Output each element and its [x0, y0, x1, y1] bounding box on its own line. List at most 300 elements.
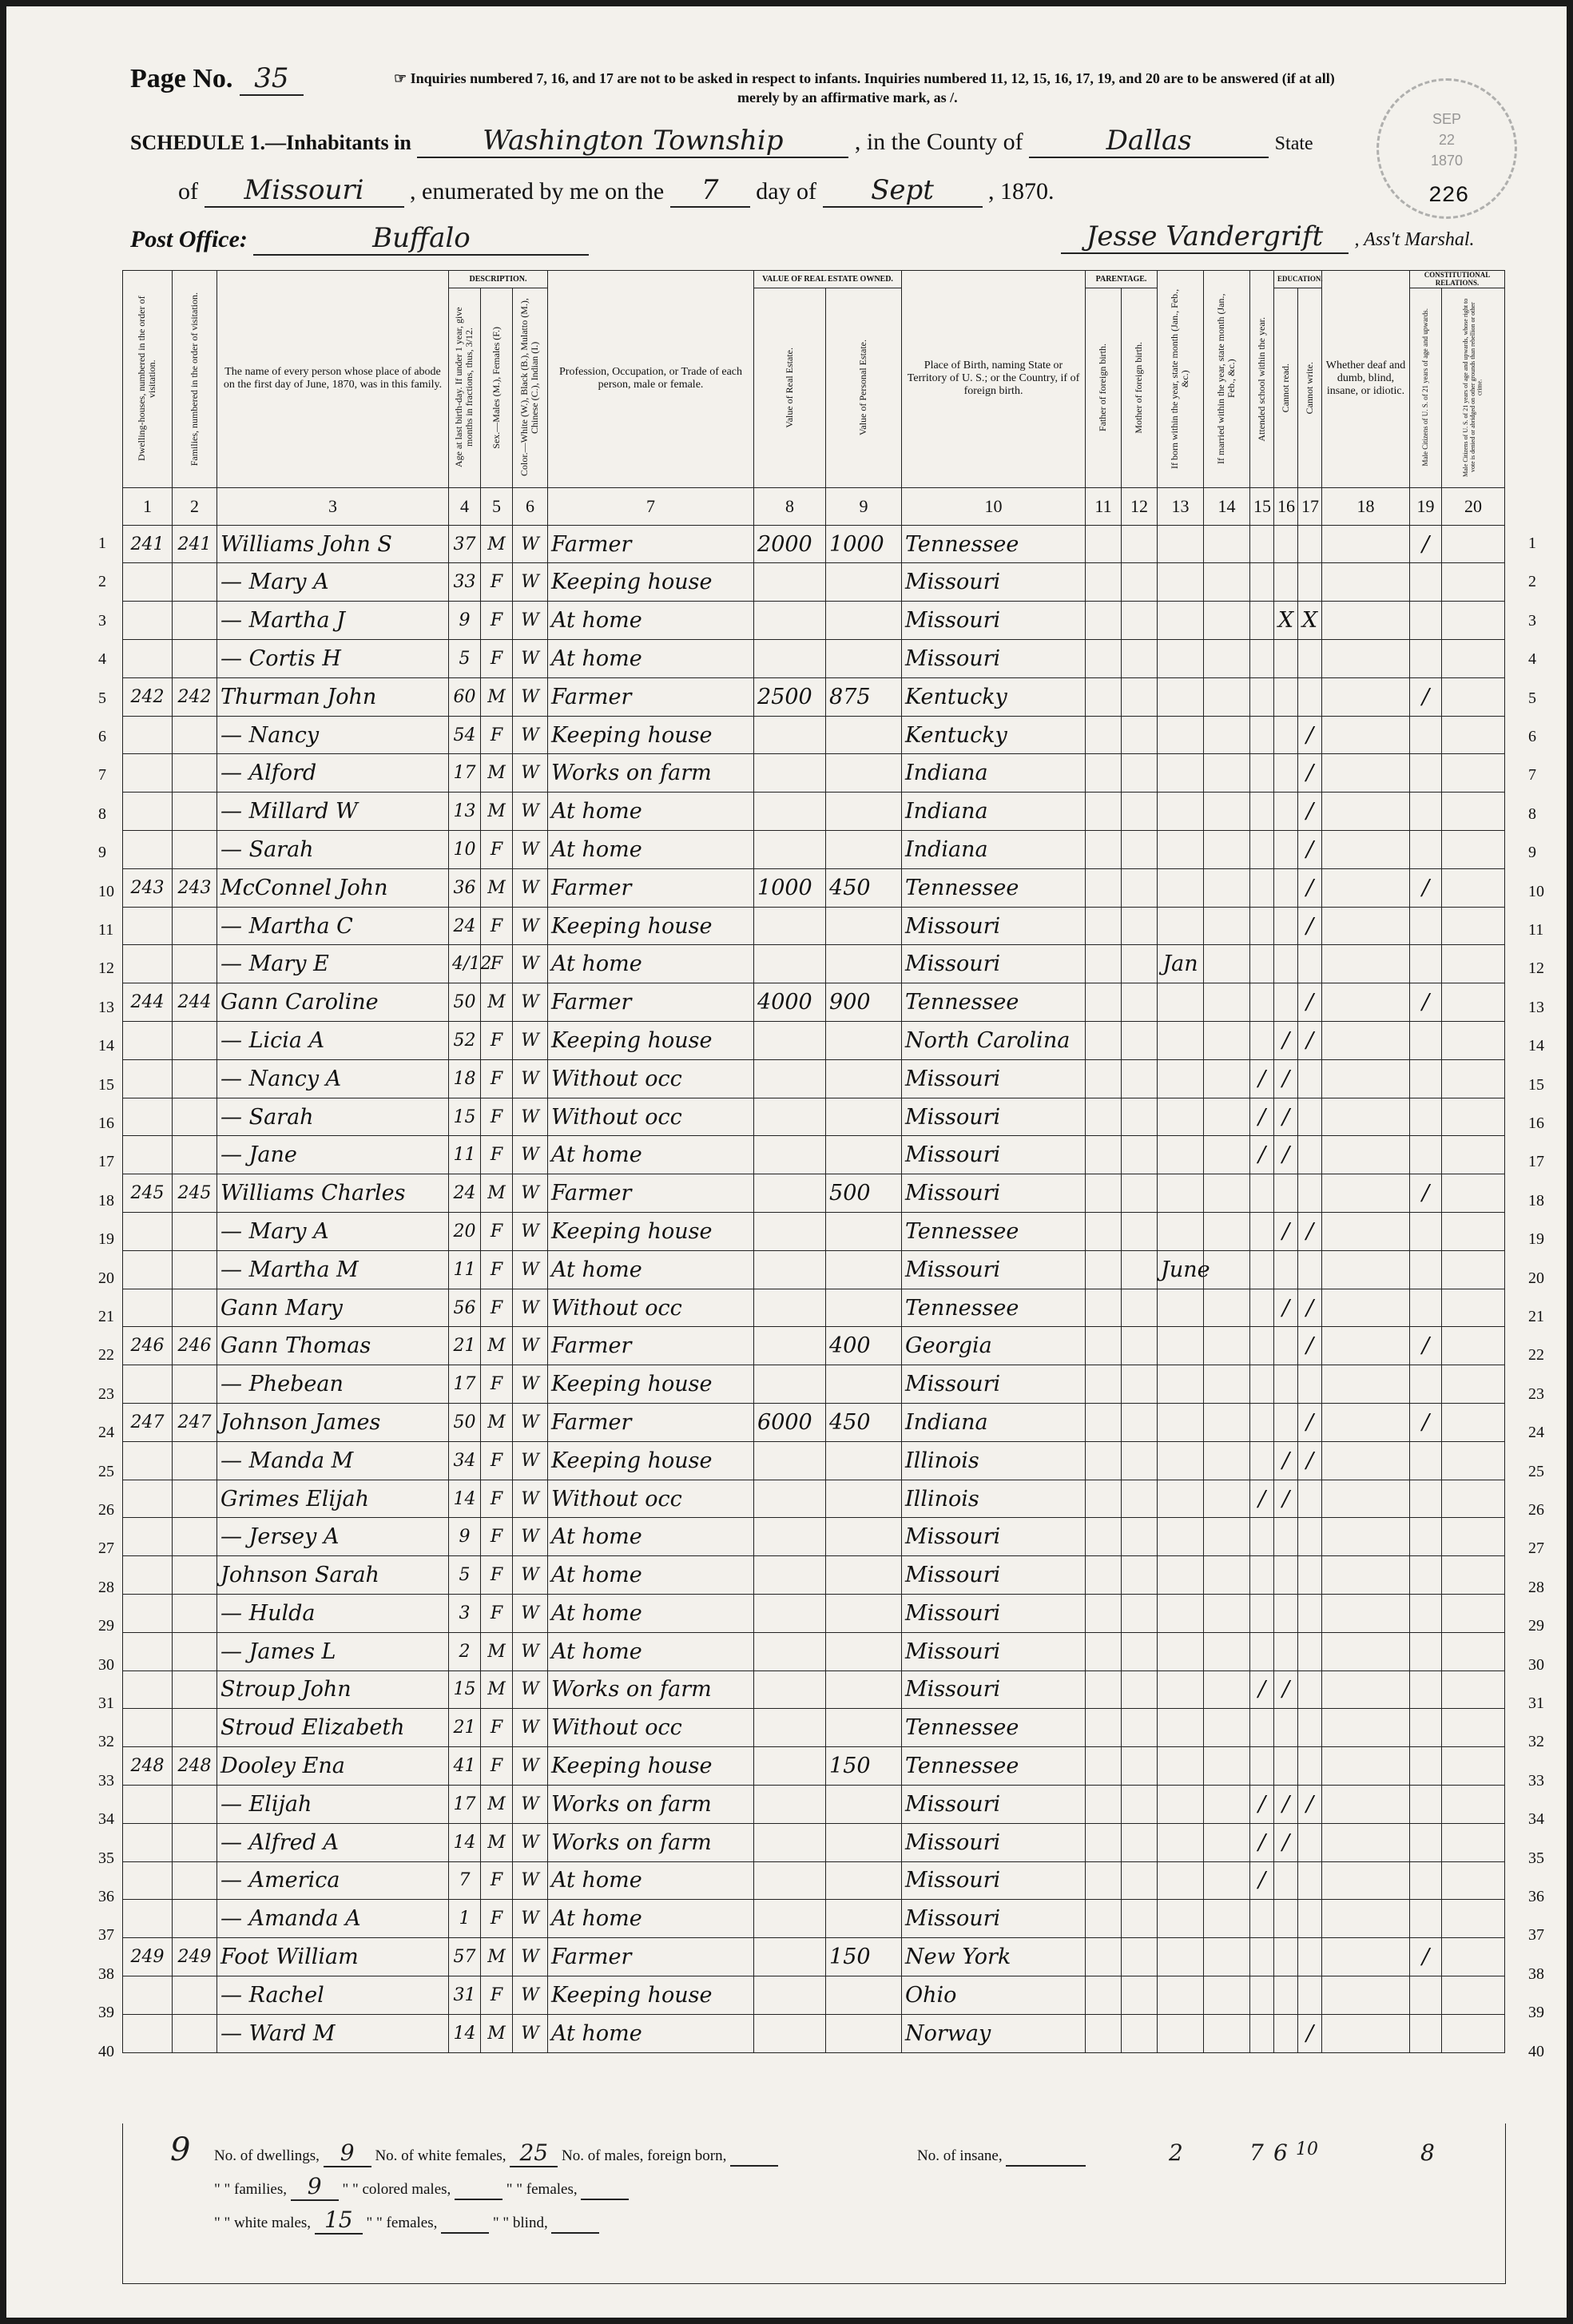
line-number: 11 [1528, 921, 1544, 939]
real-estate-value [754, 1747, 826, 1786]
dwelling-number [123, 1709, 173, 1747]
real-estate-value [754, 640, 826, 678]
cannot-write [1298, 1174, 1322, 1213]
person-name: Williams Charles [217, 1174, 449, 1213]
personal-estate-value: 400 [826, 1327, 902, 1365]
stamp-day: 22 [1438, 132, 1456, 148]
cannot-read: / [1274, 1480, 1298, 1518]
mother-foreign [1122, 1595, 1158, 1633]
disability [1322, 1976, 1410, 2014]
color: W [513, 640, 548, 678]
col14-header: If married within the year, state month (Jan., Feb., &c.) [1204, 271, 1250, 488]
birth-month [1158, 754, 1204, 793]
disability [1322, 1823, 1410, 1861]
birth-month [1158, 1938, 1204, 1976]
birth-month [1158, 907, 1204, 945]
sex: M [481, 1174, 513, 1213]
occupation: Farmer [548, 1174, 754, 1213]
cannot-write [1298, 1861, 1322, 1900]
occupation: At home [548, 1556, 754, 1595]
census-rows [123, 525, 1505, 2052]
table-row [123, 1823, 1505, 1861]
vote-denied [1442, 793, 1505, 831]
col10-header: Place of Birth, naming State or Territory of U. S.; or the Country, if of foreign birth. [902, 271, 1086, 488]
disability [1322, 716, 1410, 754]
age: 50 [449, 983, 481, 1022]
marriage-month [1204, 793, 1250, 831]
person-name: — Martha J [217, 602, 449, 640]
birth-month: June [1158, 1250, 1204, 1289]
line-number: 40 [98, 2042, 114, 2060]
male-citizen [1410, 602, 1442, 640]
male-citizen [1410, 1976, 1442, 2014]
marriage-month [1204, 1670, 1250, 1709]
personal-estate-value [826, 1441, 902, 1480]
mother-foreign [1122, 1098, 1158, 1136]
dwellings-label: No. of dwellings, [214, 2147, 320, 2164]
occupation: At home [548, 1250, 754, 1289]
attended-school [1250, 1365, 1274, 1404]
person-name: — Martha C [217, 907, 449, 945]
family-number [173, 1518, 217, 1556]
real-estate-value [754, 907, 826, 945]
family-number: 249 [173, 1938, 217, 1976]
line-number: 28 [1528, 1578, 1544, 1596]
parentage-group-header: PARENTAGE. [1086, 271, 1158, 288]
dwelling-number [123, 1213, 173, 1251]
line-number: 13 [98, 998, 114, 1016]
cannot-write [1298, 1098, 1322, 1136]
county-label: , in the County of [854, 129, 1023, 155]
marriage-month [1204, 1823, 1250, 1861]
cannot-write [1298, 1136, 1322, 1174]
occupation: At home [548, 831, 754, 869]
age: 37 [449, 525, 481, 563]
cannot-write: / [1298, 716, 1322, 754]
sex: F [481, 1518, 513, 1556]
colored-males-label: " " colored males, [342, 2181, 451, 2198]
attended-school [1250, 1747, 1274, 1786]
dwelling-number [123, 907, 173, 945]
male-citizen [1410, 640, 1442, 678]
real-estate-value [754, 1250, 826, 1289]
age: 14 [449, 1823, 481, 1861]
birthplace: Tennessee [902, 868, 1086, 907]
father-foreign [1086, 1938, 1122, 1976]
father-foreign [1086, 1518, 1122, 1556]
age: 17 [449, 1785, 481, 1823]
line-number: 29 [98, 1617, 114, 1635]
disability [1322, 868, 1410, 907]
vote-denied [1442, 1785, 1505, 1823]
attended-school [1250, 1250, 1274, 1289]
attended-school [1250, 1556, 1274, 1595]
table-row [123, 1441, 1505, 1480]
dwelling-number [123, 1289, 173, 1327]
birthplace: Missouri [902, 563, 1086, 602]
real-estate-value [754, 831, 826, 869]
marriage-month [1204, 2014, 1250, 2052]
father-foreign [1086, 1747, 1122, 1786]
line-number: 22 [98, 1346, 114, 1365]
disability [1322, 1747, 1410, 1786]
line-number: 34 [98, 1810, 114, 1829]
mother-foreign [1122, 907, 1158, 945]
county-value: Dallas [1029, 125, 1269, 158]
real-estate-value [754, 1441, 826, 1480]
real-estate-value [754, 602, 826, 640]
cannot-read [1274, 677, 1298, 716]
birthplace: Missouri [902, 1861, 1086, 1900]
birth-month [1158, 1136, 1204, 1174]
age: 5 [449, 1556, 481, 1595]
father-foreign [1086, 945, 1122, 983]
person-name: — Jane [217, 1136, 449, 1174]
dwelling-number [123, 716, 173, 754]
line-number: 16 [98, 1114, 114, 1132]
age: 3 [449, 1595, 481, 1633]
person-name: Grimes Elijah [217, 1480, 449, 1518]
vote-denied [1442, 1136, 1505, 1174]
father-foreign [1086, 1098, 1122, 1136]
birthplace: Illinois [902, 1480, 1086, 1518]
personal-estate-value [826, 1900, 902, 1938]
age: 11 [449, 1136, 481, 1174]
occupation: Keeping house [548, 1976, 754, 2014]
column-number: 8 [754, 487, 826, 525]
cannot-read [1274, 868, 1298, 907]
table-row [123, 1289, 1505, 1327]
dwelling-number: 247 [123, 1404, 173, 1442]
family-number: 244 [173, 983, 217, 1022]
color: W [513, 1900, 548, 1938]
occupation: Keeping house [548, 563, 754, 602]
father-foreign [1086, 1174, 1122, 1213]
color: W [513, 1059, 548, 1098]
attended-school [1250, 1289, 1274, 1327]
occupation: Keeping house [548, 1022, 754, 1060]
personal-estate-value [826, 1861, 902, 1900]
age: 9 [449, 602, 481, 640]
person-name: Gann Thomas [217, 1327, 449, 1365]
age: 57 [449, 1938, 481, 1976]
line-number: 27 [98, 1539, 114, 1558]
birth-month [1158, 793, 1204, 831]
birthplace: Missouri [902, 1670, 1086, 1709]
father-foreign [1086, 525, 1122, 563]
vote-denied [1442, 1595, 1505, 1633]
person-name: — Nancy A [217, 1059, 449, 1098]
occupation: Farmer [548, 1404, 754, 1442]
dwelling-number [123, 1670, 173, 1709]
father-foreign [1086, 1709, 1122, 1747]
attended-school [1250, 945, 1274, 983]
dwelling-number: 241 [123, 525, 173, 563]
mother-foreign [1122, 1174, 1158, 1213]
table-row [123, 1670, 1505, 1709]
stamped-number: 226 [1428, 184, 1469, 209]
sex: F [481, 1098, 513, 1136]
male-citizen [1410, 1059, 1442, 1098]
township-value: Washington Township [417, 125, 848, 158]
sex: M [481, 1785, 513, 1823]
sex: F [481, 945, 513, 983]
cannot-read: / [1274, 1098, 1298, 1136]
color: W [513, 1938, 548, 1976]
page-number-label [130, 62, 304, 96]
column-number: 13 [1158, 487, 1204, 525]
attended-school: / [1250, 1059, 1274, 1098]
occupation: Farmer [548, 1938, 754, 1976]
line-number: 21 [1528, 1308, 1544, 1325]
sex: F [481, 1250, 513, 1289]
father-foreign [1086, 1441, 1122, 1480]
birth-month [1158, 563, 1204, 602]
mother-foreign [1122, 640, 1158, 678]
disability [1322, 1632, 1410, 1670]
day-label: day of [756, 178, 817, 205]
personal-estate-value [826, 1365, 902, 1404]
cannot-write: / [1298, 983, 1322, 1022]
line-number: 37 [98, 1926, 114, 1945]
total-col17: 10 [1296, 2139, 1318, 2159]
cannot-read: / [1274, 1022, 1298, 1060]
age: 50 [449, 1404, 481, 1442]
table-row [123, 1022, 1505, 1060]
birthplace: Missouri [902, 1556, 1086, 1595]
foreign-females-label: " " females, [506, 2181, 578, 2198]
birth-month [1158, 983, 1204, 1022]
line-number: 25 [1528, 1462, 1544, 1480]
attended-school [1250, 1404, 1274, 1442]
cannot-write: / [1298, 2014, 1322, 2052]
cannot-write: / [1298, 868, 1322, 907]
father-foreign [1086, 907, 1122, 945]
birth-month [1158, 1289, 1204, 1327]
line-number: 7 [98, 766, 106, 785]
cannot-read [1274, 1404, 1298, 1442]
disability [1322, 1709, 1410, 1747]
occupation: Works on farm [548, 1823, 754, 1861]
person-name: Johnson James [217, 1404, 449, 1442]
occupation: At home [548, 1518, 754, 1556]
real-estate-value [754, 1174, 826, 1213]
personal-estate-value [826, 602, 902, 640]
person-name: — America [217, 1861, 449, 1900]
birth-month [1158, 525, 1204, 563]
personal-estate-value [826, 563, 902, 602]
sex: M [481, 1404, 513, 1442]
person-name: — Manda M [217, 1441, 449, 1480]
color: W [513, 868, 548, 907]
real-estate-value [754, 945, 826, 983]
cannot-write: / [1298, 1289, 1322, 1327]
birth-month [1158, 1785, 1204, 1823]
col19-header: Male Citizens of U. S. of 21 years of age and upwards. [1410, 288, 1442, 487]
birth-month [1158, 1022, 1204, 1060]
vote-denied [1442, 640, 1505, 678]
marriage-month [1204, 1022, 1250, 1060]
line-number: 4 [1528, 650, 1536, 669]
cannot-read [1274, 754, 1298, 793]
cannot-read: / [1274, 1441, 1298, 1480]
family-number [173, 1785, 217, 1823]
sex: M [481, 677, 513, 716]
dwelling-number [123, 1518, 173, 1556]
color: W [513, 1823, 548, 1861]
color: W [513, 525, 548, 563]
dwelling-number: 249 [123, 1938, 173, 1976]
sex: M [481, 983, 513, 1022]
families-value: 9 [291, 2173, 339, 2201]
age: 21 [449, 1709, 481, 1747]
birthplace: Georgia [902, 1327, 1086, 1365]
male-citizen [1410, 1556, 1442, 1595]
birth-month [1158, 602, 1204, 640]
male-citizen: / [1410, 1327, 1442, 1365]
attended-school [1250, 754, 1274, 793]
cannot-read [1274, 1595, 1298, 1633]
line-number: 4 [98, 650, 106, 669]
page-number: 35 [240, 62, 304, 96]
vote-denied [1442, 563, 1505, 602]
disability [1322, 640, 1410, 678]
family-number: 246 [173, 1327, 217, 1365]
column-number: 14 [1204, 487, 1250, 525]
real-estate-value [754, 1938, 826, 1976]
mother-foreign [1122, 1136, 1158, 1174]
birth-month [1158, 1213, 1204, 1251]
sex: M [481, 525, 513, 563]
table-row [123, 983, 1505, 1022]
male-citizen: / [1410, 677, 1442, 716]
real-estate-value [754, 1556, 826, 1595]
table-row [123, 831, 1505, 869]
line-number: 23 [98, 1384, 114, 1403]
real-estate-value [754, 1823, 826, 1861]
column-number: 10 [902, 487, 1086, 525]
line-number: 5 [1528, 689, 1536, 707]
male-citizen [1410, 1022, 1442, 1060]
white-males-value: 15 [315, 2207, 363, 2235]
color: W [513, 1556, 548, 1595]
table-row [123, 1518, 1505, 1556]
cannot-read [1274, 640, 1298, 678]
vote-denied [1442, 1174, 1505, 1213]
personal-estate-value: 875 [826, 677, 902, 716]
family-number: 241 [173, 525, 217, 563]
dwelling-number: 244 [123, 983, 173, 1022]
disability [1322, 1327, 1410, 1365]
column-number: 9 [826, 487, 902, 525]
dwelling-number [123, 1365, 173, 1404]
birth-month [1158, 1556, 1204, 1595]
cannot-read [1274, 1174, 1298, 1213]
color: W [513, 1098, 548, 1136]
family-number [173, 640, 217, 678]
disability [1322, 1441, 1410, 1480]
age: 41 [449, 1747, 481, 1786]
personal-estate-value [826, 640, 902, 678]
person-name: — Phebean [217, 1365, 449, 1404]
real-estate-value [754, 1365, 826, 1404]
mother-foreign [1122, 1213, 1158, 1251]
real-estate-value [754, 1861, 826, 1900]
birth-month: Jan [1158, 945, 1204, 983]
marriage-month [1204, 1595, 1250, 1633]
table-row [123, 677, 1505, 716]
birth-month [1158, 1595, 1204, 1633]
color: W [513, 754, 548, 793]
mother-foreign [1122, 1709, 1158, 1747]
sex: F [481, 1900, 513, 1938]
mother-foreign [1122, 1670, 1158, 1709]
person-name: — Sarah [217, 831, 449, 869]
age: 17 [449, 754, 481, 793]
cannot-write [1298, 1059, 1322, 1098]
table-row [123, 1480, 1505, 1518]
occupation: Works on farm [548, 1670, 754, 1709]
marriage-month [1204, 1785, 1250, 1823]
table-row [123, 1595, 1505, 1633]
male-citizen [1410, 1365, 1442, 1404]
sex: F [481, 1213, 513, 1251]
sex: M [481, 754, 513, 793]
post-office-value: Buffalo [253, 222, 589, 256]
family-number [173, 1022, 217, 1060]
sex: F [481, 1595, 513, 1633]
color: W [513, 677, 548, 716]
family-number [173, 831, 217, 869]
father-foreign [1086, 1556, 1122, 1595]
occupation: At home [548, 1595, 754, 1633]
person-name: Stroud Elizabeth [217, 1709, 449, 1747]
person-name: Gann Caroline [217, 983, 449, 1022]
father-foreign [1086, 1480, 1122, 1518]
birthplace: Missouri [902, 945, 1086, 983]
birth-month [1158, 1747, 1204, 1786]
sex: M [481, 1938, 513, 1976]
line-number: 10 [1528, 882, 1544, 900]
total-col19: 8 [1420, 2139, 1435, 2166]
dwelling-number [123, 1441, 173, 1480]
marriage-month [1204, 754, 1250, 793]
dwelling-number [123, 1632, 173, 1670]
col15-header: Attended school within the year. [1250, 271, 1274, 488]
male-citizen: / [1410, 525, 1442, 563]
father-foreign [1086, 1900, 1122, 1938]
age: 20 [449, 1213, 481, 1251]
cannot-read: X [1274, 602, 1298, 640]
disability [1322, 1250, 1410, 1289]
family-number [173, 907, 217, 945]
dwelling-number [123, 1022, 173, 1060]
birth-month [1158, 1670, 1204, 1709]
occupation: At home [548, 1136, 754, 1174]
occupation: At home [548, 2014, 754, 2052]
birth-month [1158, 831, 1204, 869]
male-citizen [1410, 716, 1442, 754]
line-number: 38 [98, 1964, 114, 1983]
column-number: 2 [173, 487, 217, 525]
color: W [513, 2014, 548, 2052]
marriage-month [1204, 983, 1250, 1022]
occupation: Without occ [548, 1059, 754, 1098]
line-number: 39 [1528, 2004, 1544, 2022]
mother-foreign [1122, 1556, 1158, 1595]
vote-denied [1442, 1480, 1505, 1518]
real-estate-value [754, 1327, 826, 1365]
